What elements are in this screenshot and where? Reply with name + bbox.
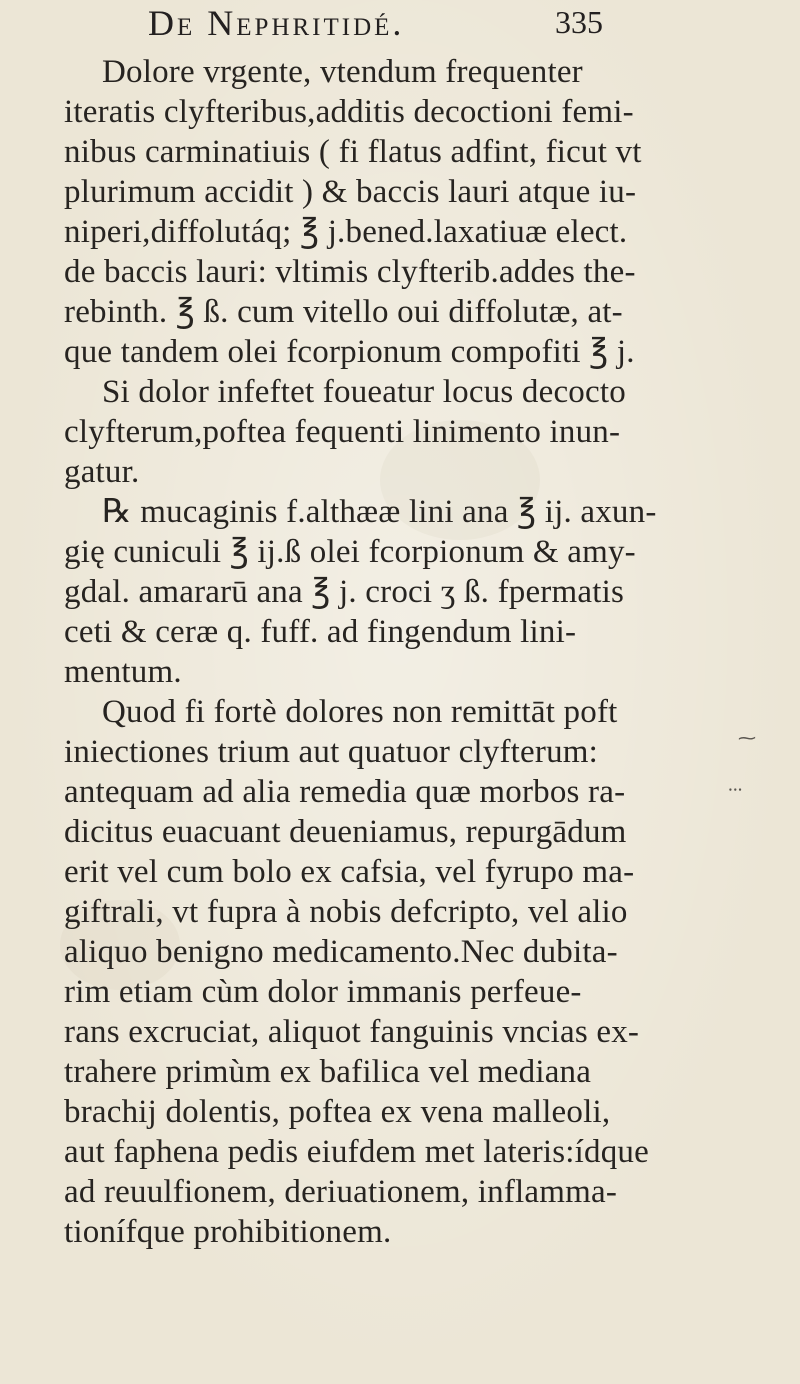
text-line: ℞ mucaginis f.althææ lini ana ℥ ij. axun-	[102, 494, 657, 530]
text-line: gię cuniculi ℥ ij.ß olei fcorpionum & amy-	[64, 534, 636, 570]
running-head	[0, 2, 800, 52]
text-line: plurimum accidit ) & baccis lauri atque iu-	[64, 174, 637, 210]
running-title: De Nephritidé.	[148, 3, 405, 43]
text-line: iniectiones trium aut quatuor clyfterum:	[64, 734, 599, 770]
margin-mark: ⸱⸱⸱	[728, 780, 743, 801]
text-line: trahere primùm ex bafilica vel mediana	[64, 1054, 592, 1090]
text-line: brachij dolentis, poftea ex vena malleoli,	[64, 1094, 611, 1130]
text-line: nibus carminatiuis ( fi flatus adfint, ficut vt	[64, 134, 642, 170]
text-line: rim etiam cùm dolor immanis perfeue-	[64, 974, 582, 1010]
text-line: giftrali, vt fupra à nobis defcripto, vel alio	[64, 894, 628, 930]
text-line: de baccis lauri: vltimis clyfterib.addes the-	[64, 254, 636, 290]
text-line: tionífque prohibitionem.	[64, 1214, 392, 1250]
text-line: aut faphena pedis eiufdem met lateris:ídque	[64, 1134, 649, 1170]
text-line: niperi,diffolutáq; ℥ j.bened.laxatiuæ elect.	[64, 214, 628, 250]
text-line: Si dolor infeftet foueatur locus decocto	[102, 374, 626, 410]
text-line: Dolore vrgente, vtendum frequenter	[102, 54, 583, 90]
text-line: que tandem olei fcorpionum compofiti ℥ j.	[64, 334, 635, 370]
text-line: ad reuulfionem, deriuationem, inflamma-	[64, 1174, 618, 1210]
text-line: clyfterum,poftea fequenti linimento inun-	[64, 414, 621, 450]
text-line: gdal. amararū ana ℥ j. croci ʒ ß. fpermatis	[64, 574, 624, 610]
text-line: dicitus euacuant deueniamus, repurgādum	[64, 814, 627, 850]
text-line: erit vel cum bolo ex cafsia, vel fyrupo ma-	[64, 854, 635, 890]
text-line: rans excruciat, aliquot fanguinis vncias ex-	[64, 1014, 640, 1050]
text-line: iteratis clyfteribus,additis decoctioni femi-	[64, 94, 634, 130]
text-line: aliquo benigno medicamento.Nec dubita-	[64, 934, 618, 970]
text-line: Quod fi fortè dolores non remittāt poft	[102, 694, 618, 730]
text-line: antequam ad alia remedia quæ morbos ra-	[64, 774, 626, 810]
text-line: rebinth. ℥ ß. cum vitello oui diffolutæ, at-	[64, 294, 623, 330]
margin-mark: ⁓	[738, 728, 756, 749]
text-line: ceti & ceræ q. fuff. ad fingendum lini-	[64, 614, 577, 650]
text-line: mentum.	[64, 654, 182, 690]
page-number: 335	[555, 4, 603, 40]
text-line: gatur.	[64, 454, 140, 490]
